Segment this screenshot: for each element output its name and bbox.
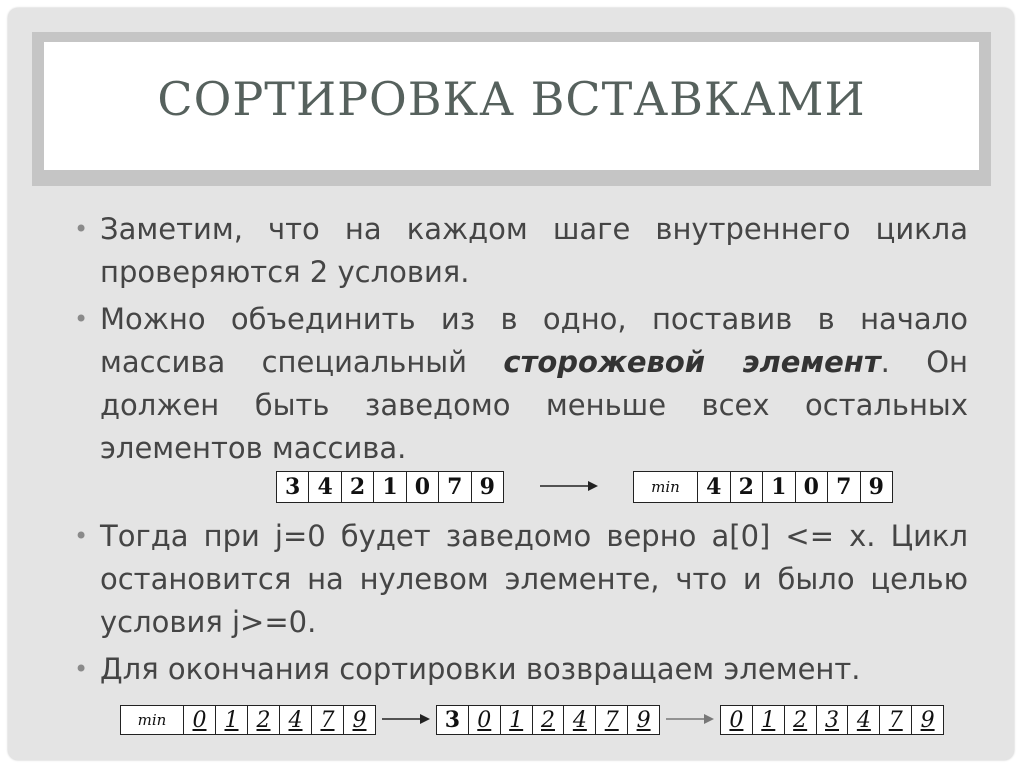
bullet-paragraph-1 [74,208,968,294]
array-cell-min: min [634,472,698,502]
slide-title: СОРТИРОВКА ВСТАВКАМИ [157,72,866,126]
bullet-marker: • [74,215,89,243]
array-cell: 3 [817,706,849,734]
array-cell: 4 [564,706,596,734]
paragraph-text: Для окончания сортировки возвращаем элемент. [100,652,861,686]
array-cell: 1 [763,472,796,502]
array-cell: 9 [352,707,367,733]
arrow-icon [538,478,600,494]
array-cell: 0 [796,472,829,502]
array-cell: 4 [280,706,312,734]
array-cell: 1 [216,706,248,734]
sentinel-term: сторожевой элемент [503,345,881,379]
array-cell: 7 [880,706,912,734]
array-with-sentinel [633,471,893,503]
title-box [44,42,979,170]
array-cell: 4 [848,706,880,734]
array-original [276,471,504,503]
array-cell: 9 [636,707,651,733]
array-cell: 2 [785,706,817,734]
bullet-paragraph-2 [74,298,968,470]
array-cell: 3 [437,706,469,734]
bullet-paragraph-4 [74,648,968,691]
array-cell: 0 [469,706,501,734]
array-cell-min: min [121,706,184,734]
paragraph-text: Заметим, что на каждом шаге внутреннего цикла проверяются 2 условия. [100,212,968,289]
array-cell: 7 [828,472,861,502]
paragraph-text: Можно объединить из в одно, поставив в начало массива специальный [100,302,968,379]
array-cell: 4 [698,472,731,502]
array-cell: 2 [731,472,764,502]
array-cell: 7 [439,472,471,502]
array-cell: 0 [721,706,753,734]
array-sorted-with-sentinel [120,705,376,735]
array-cell: 9 [868,474,884,500]
array-cell: 2 [248,706,280,734]
title-frame [32,32,991,186]
array-cell: 7 [596,706,628,734]
array-cell: 9 [479,474,495,500]
arrow-icon [664,711,716,727]
bullet-marker: • [74,655,89,683]
array-cell: 2 [342,472,374,502]
array-cell: 1 [374,472,406,502]
bullet-paragraph-3 [74,515,968,644]
paragraph-text: . Он должен быть заведомо меньше всех остальных элементов массива. [100,345,968,465]
array-cell: 2 [533,706,565,734]
bullet-marker: • [74,305,89,333]
arrow-icon [380,711,432,727]
array-cell: 9 [920,707,935,733]
array-final-sorted [720,705,944,735]
array-cell: 1 [501,706,533,734]
bullet-marker: • [74,522,89,550]
slide [8,8,1014,760]
array-cell: 4 [309,472,341,502]
array-cell: 0 [407,472,439,502]
array-cell: 7 [312,706,344,734]
array-cell: 1 [753,706,785,734]
paragraph-text: Тогда при j=0 будет заведомо верно a[0] <= x. Цикл остановится на нулевом элементе, что и было целью условия j>=0. [100,519,968,639]
array-cell: 0 [184,706,216,734]
array-cell: 3 [277,472,309,502]
array-restored-element [436,705,660,735]
